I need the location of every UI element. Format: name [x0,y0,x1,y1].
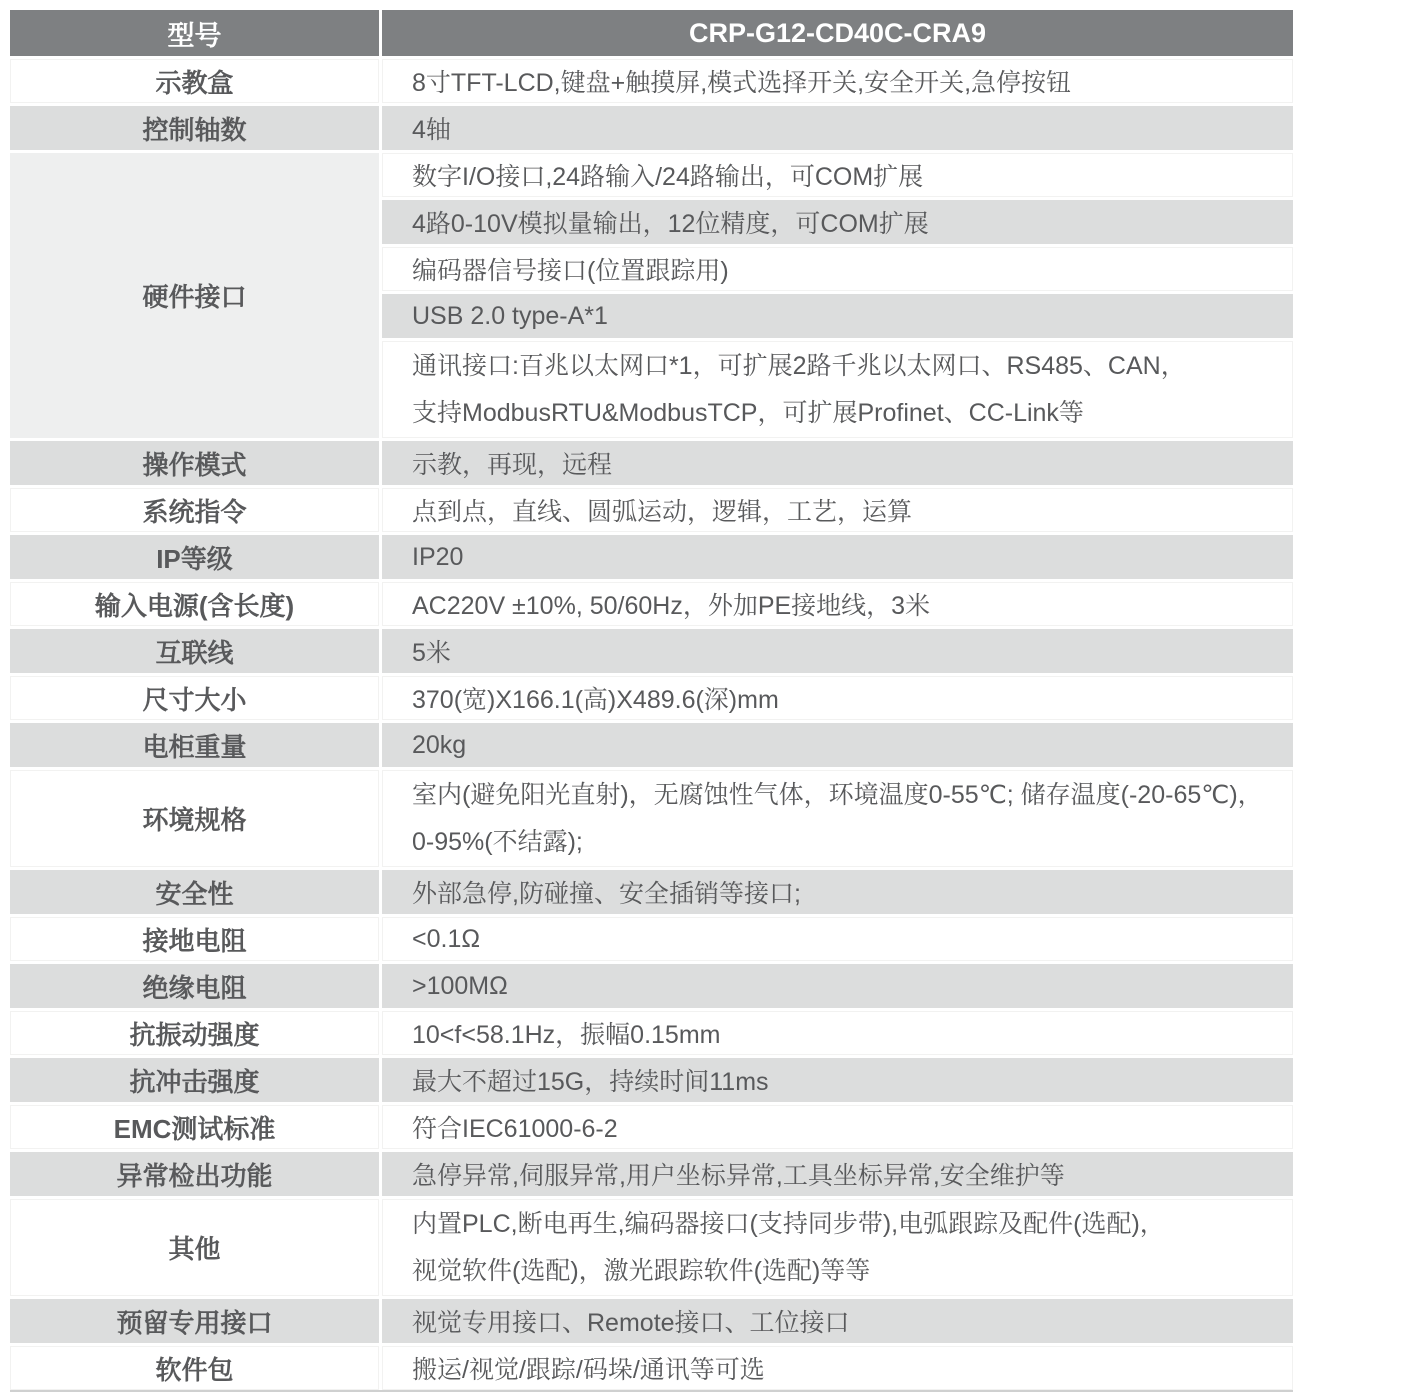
row-others-label: 其他 [10,1199,379,1296]
row-interconnect-cable-label: 互联线 [10,629,379,673]
row-vibration-resistance-value: 10<f<58.1Hz，振幅0.15mm [382,1011,1293,1055]
hw-item-comm-line1: 通讯接口:百兆以太网口*1，可扩展2路千兆以太网口、RS485、CAN， [412,351,1186,380]
row-input-power-value: AC220V ±10%, 50/60Hz，外加PE接地线，3米 [382,582,1293,626]
row-vibration-resistance-label: 抗振动强度 [10,1011,379,1055]
row-operation-mode-label: 操作模式 [10,441,379,485]
row-reserved-interfaces [10,1299,1293,1343]
row-input-power [10,582,1293,626]
row-operation-mode [10,441,1293,485]
hardware-interface-section [10,153,1293,438]
row-ip-rating-label: IP等级 [10,535,379,579]
row-operation-mode-value: 示教，再现，远程 [382,441,1293,485]
row-interconnect-cable-value: 5米 [382,629,1293,673]
hw-item-encoder: 编码器信号接口(位置跟踪用) [382,247,1293,291]
row-dimensions-label: 尺寸大小 [10,676,379,720]
row-software-package-label: 软件包 [10,1346,379,1390]
row-safety-label: 安全性 [10,870,379,914]
row-insulation-resistance-label: 绝缘电阻 [10,964,379,1008]
row-ip-rating [10,535,1293,579]
row-others-value [382,1199,1293,1296]
row-input-power-label: 输入电源(含长度) [10,582,379,626]
row-control-axes-value: 4轴 [382,106,1293,150]
row-shock-resistance-label: 抗冲击强度 [10,1058,379,1102]
environment-spec-line2: 0-95%(不结露); [412,827,583,856]
row-shock-resistance-value: 最大不超过15G，持续时间11ms [382,1058,1293,1102]
row-emc-standard-value: 符合IEC61000-6-2 [382,1105,1293,1149]
hw-item-digital-io: 数字I/O接口,24路输入/24路输出，可COM扩展 [382,153,1293,197]
row-interconnect-cable [10,629,1293,673]
hw-item-comm-interface [382,341,1293,438]
row-fault-detection-label: 异常检出功能 [10,1152,379,1196]
row-teach-pendant-value: 8寸TFT-LCD,键盘+触摸屏,模式选择开关,安全开关,急停按钮 [382,59,1293,103]
row-cabinet-weight [10,723,1293,767]
spec-table [10,10,1293,1392]
header-row [10,10,1293,56]
row-environment-spec-label: 环境规格 [10,770,379,867]
row-grounding-resistance [10,917,1293,961]
row-software-package-value: 搬运/视觉/跟踪/码垛/通讯等可选 [382,1346,1293,1390]
hardware-interface-items [382,153,1293,438]
row-cabinet-weight-value: 20kg [382,723,1293,767]
row-insulation-resistance [10,964,1293,1008]
hw-item-comm-line2: 支持ModbusRTU&ModbusTCP，可扩展Profinet、CC-Link等 [412,398,1084,427]
model-label: 型号 [10,10,379,56]
environment-spec-line1: 室内(避免阳光直射)，无腐蚀性气体，环境温度0-55℃; 储存温度(-20-65℃)， [412,780,1263,809]
row-safety-value: 外部急停,防碰撞、安全插销等接口; [382,870,1293,914]
row-dimensions [10,676,1293,720]
row-shock-resistance [10,1058,1293,1102]
row-emc-standard [10,1105,1293,1149]
row-system-commands-value: 点到点，直线、圆弧运动，逻辑，工艺，运算 [382,488,1293,532]
row-control-axes [10,106,1293,150]
row-others [10,1199,1293,1296]
row-environment-spec-value [382,770,1293,867]
row-teach-pendant [10,59,1293,103]
row-grounding-resistance-label: 接地电阻 [10,917,379,961]
hw-item-usb: USB 2.0 type-A*1 [382,294,1293,338]
model-value: CRP-G12-CD40C-CRA9 [382,10,1293,56]
hardware-interface-label: 硬件接口 [10,153,379,438]
row-fault-detection [10,1152,1293,1196]
row-control-axes-label: 控制轴数 [10,106,379,150]
row-teach-pendant-label: 示教盒 [10,59,379,103]
row-safety [10,870,1293,914]
row-reserved-interfaces-label: 预留专用接口 [10,1299,379,1343]
row-fault-detection-value: 急停异常,伺服异常,用户坐标异常,工具坐标异常,安全维护等 [382,1152,1293,1196]
row-reserved-interfaces-value: 视觉专用接口、Remote接口、工位接口 [382,1299,1293,1343]
row-insulation-resistance-value: >100MΩ [382,964,1293,1008]
row-vibration-resistance [10,1011,1293,1055]
others-line2: 视觉软件(选配)，激光跟踪软件(选配)等等 [412,1256,871,1285]
others-line1: 内置PLC,断电再生,编码器接口(支持同步带),电弧跟踪及配件(选配)， [412,1209,1165,1238]
row-software-package [10,1346,1293,1390]
row-grounding-resistance-value: <0.1Ω [382,917,1293,961]
row-system-commands-label: 系统指令 [10,488,379,532]
row-ip-rating-value: IP20 [382,535,1293,579]
row-environment-spec [10,770,1293,867]
row-cabinet-weight-label: 电柜重量 [10,723,379,767]
row-dimensions-value: 370(宽)X166.1(高)X489.6(深)mm [382,676,1293,720]
row-system-commands [10,488,1293,532]
row-emc-standard-label: EMC测试标准 [10,1105,379,1149]
hw-item-analog-output: 4路0-10V模拟量输出，12位精度，可COM扩展 [382,200,1293,244]
